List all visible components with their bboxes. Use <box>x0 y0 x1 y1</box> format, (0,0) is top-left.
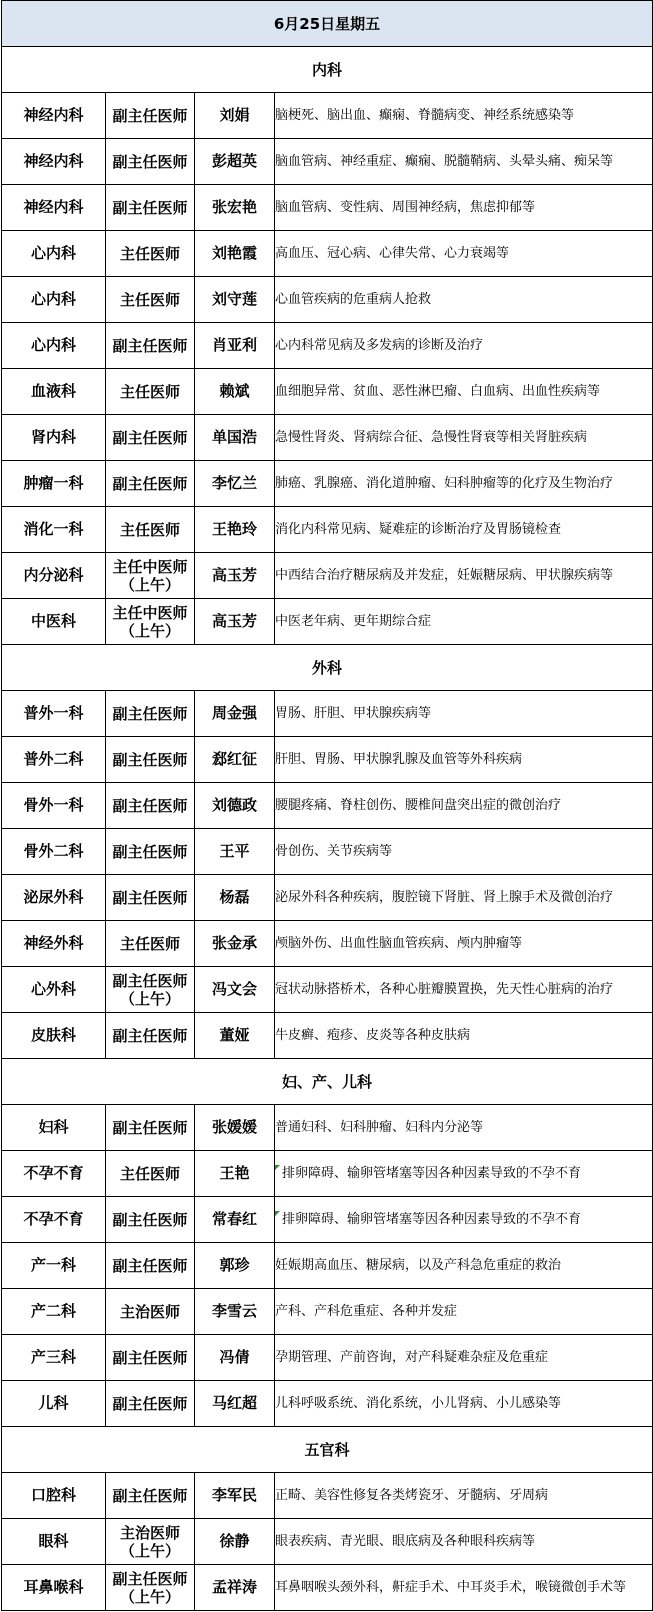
table-row <box>2 1335 653 1381</box>
doctor-name-cell: 李军民 <box>195 1473 275 1519</box>
table-row <box>2 1381 653 1427</box>
table-row <box>2 1151 653 1197</box>
specialty-text: 胃肠、肝胆、甲状腺疾病等 <box>275 706 432 721</box>
table-row <box>2 231 653 277</box>
session-note: （上午） <box>119 575 180 594</box>
table-row <box>2 737 653 783</box>
specialty-text: 消化内科常见病、疑难症的诊断治疗及胃肠镜检查 <box>275 522 562 537</box>
department-cell: 神经外科 <box>2 921 106 967</box>
specialty-text: 肺癌、乳腺癌、消化道肿瘤、妇科肿瘤等的化疗及生物治疗 <box>275 476 614 491</box>
table-row <box>2 277 653 323</box>
doctor-name-cell: 徐静 <box>195 1519 275 1565</box>
rank-label: 主治医师 <box>119 1302 180 1321</box>
rank-cell <box>106 921 195 967</box>
specialty-text: 血细胞异常、贫血、恶性淋巴瘤、白血病、出血性疾病等 <box>275 384 601 399</box>
doctor-name-cell: 刘娟 <box>195 93 275 139</box>
rank-label: 副主任医师 <box>112 750 188 769</box>
specialty-cell <box>275 93 653 139</box>
doctor-name-cell: 高玉芳 <box>195 599 275 645</box>
rank-label: 副主任医师 <box>112 1256 188 1275</box>
section-header-row <box>2 47 653 93</box>
department-cell: 妇科 <box>2 1105 106 1151</box>
specialty-cell <box>275 415 653 461</box>
specialty-cell <box>275 783 653 829</box>
specialty-cell <box>275 1013 653 1059</box>
specialty-cell <box>275 599 653 645</box>
doctor-name-cell: 孟祥涛 <box>195 1565 275 1611</box>
department-cell: 骨外二科 <box>2 829 106 875</box>
doctor-name-cell: 单国浩 <box>195 415 275 461</box>
specialty-cell <box>275 1473 653 1519</box>
doctor-name-cell: 李雪云 <box>195 1289 275 1335</box>
rank-label: 主任医师 <box>119 934 180 953</box>
rank-cell <box>106 507 195 553</box>
doctor-name-cell: 王艳玲 <box>195 507 275 553</box>
doctor-name-cell: 赖斌 <box>195 369 275 415</box>
rank-cell <box>106 829 195 875</box>
specialty-cell <box>275 1519 653 1565</box>
specialty-cell <box>275 875 653 921</box>
doctor-name-cell: 李忆兰 <box>195 461 275 507</box>
rank-label: 副主任医师 <box>112 428 188 447</box>
rank-label: 副主任医师 <box>112 971 188 990</box>
specialty-text: 眼表疾病、青光眼、眼底病及各种眼科疾病等 <box>275 1534 536 1549</box>
rank-label: 副主任医师 <box>112 1486 188 1505</box>
table-row <box>2 139 653 185</box>
specialty-text: 骨创伤、关节疾病等 <box>275 844 393 859</box>
rank-cell <box>106 1473 195 1519</box>
specialty-text: 心血管疾病的危重病人抢救 <box>275 292 432 307</box>
rank-label: 副主任医师 <box>112 796 188 815</box>
doctor-name-cell: 马红超 <box>195 1381 275 1427</box>
table-row <box>2 461 653 507</box>
specialty-cell <box>275 369 653 415</box>
department-cell: 儿科 <box>2 1381 106 1427</box>
rank-cell <box>106 967 195 1013</box>
department-cell: 内分泌科 <box>2 553 106 599</box>
specialty-text: 排卵障碍、输卵管堵塞等因各种因素导致的不孕不育 <box>282 1166 582 1181</box>
specialty-cell <box>275 1565 653 1611</box>
specialty-text: 脑血管病、变性病、周围神经病，焦虑抑郁等 <box>275 200 536 215</box>
rank-label: 副主任医师 <box>112 1026 188 1045</box>
doctor-name-cell: 郭珍 <box>195 1243 275 1289</box>
specialty-cell <box>275 737 653 783</box>
doctor-name-cell: 高玉芳 <box>195 553 275 599</box>
section-title: 妇、产、儿科 <box>2 1059 653 1105</box>
table-row <box>2 875 653 921</box>
section-title: 外科 <box>2 645 653 691</box>
specialty-text: 脑梗死、脑出血、癫痫、脊髓病变、神经系统感染等 <box>275 108 575 123</box>
specialty-cell <box>275 1105 653 1151</box>
specialty-cell <box>275 1197 653 1243</box>
rank-cell <box>106 1013 195 1059</box>
department-cell: 肾内科 <box>2 415 106 461</box>
section-title: 内科 <box>2 47 653 93</box>
rank-label: 主任中医师 <box>112 603 188 622</box>
rank-cell <box>106 1381 195 1427</box>
department-cell: 耳鼻喉科 <box>2 1565 106 1611</box>
specialty-text: 冠状动脉搭桥术，各种心脏瓣膜置换，先天性心脏病的治疗 <box>275 982 614 997</box>
rank-label: 主任中医师 <box>112 557 188 576</box>
table-row <box>2 1289 653 1335</box>
specialty-cell <box>275 139 653 185</box>
title-row <box>2 1 653 47</box>
specialty-text: 普通妇科、妇科肿瘤、妇科内分泌等 <box>275 1120 484 1135</box>
table-row <box>2 921 653 967</box>
rank-label: 主任医师 <box>119 520 180 539</box>
table-row <box>2 1197 653 1243</box>
specialty-text: 腰腿疼痛、脊柱创伤、腰椎间盘突出症的微创治疗 <box>275 798 562 813</box>
rank-cell <box>106 277 195 323</box>
specialty-text: 肝胆、胃肠、甲状腺乳腺及血管等外科疾病 <box>275 752 523 767</box>
specialty-text: 中医老年病、更年期综合症 <box>275 614 432 629</box>
rank-cell <box>106 691 195 737</box>
table-row <box>2 369 653 415</box>
doctor-name-cell: 郄红征 <box>195 737 275 783</box>
cell-comment-marker-icon <box>275 1211 280 1216</box>
cell-comment-marker-icon <box>275 1165 280 1170</box>
specialty-text: 正畸、美容性修复各类烤瓷牙、牙髓病、牙周病 <box>275 1488 549 1503</box>
rank-label: 副主任医师 <box>112 842 188 861</box>
department-cell: 心内科 <box>2 231 106 277</box>
rank-cell <box>106 231 195 277</box>
department-cell: 口腔科 <box>2 1473 106 1519</box>
rank-cell <box>106 553 195 599</box>
doctor-name-cell: 肖亚利 <box>195 323 275 369</box>
department-cell: 骨外一科 <box>2 783 106 829</box>
table-row <box>2 829 653 875</box>
specialty-text: 孕期管理、产前咨询，对产科疑难杂症及危重症 <box>275 1350 549 1365</box>
doctor-name-cell: 冯文会 <box>195 967 275 1013</box>
doctor-name-cell: 彭超英 <box>195 139 275 185</box>
doctor-name-cell: 张宏艳 <box>195 185 275 231</box>
doctor-name-cell: 冯倩 <box>195 1335 275 1381</box>
session-note: （上午） <box>119 1541 180 1560</box>
rank-label: 副主任医师 <box>112 474 188 493</box>
rank-cell <box>106 185 195 231</box>
rank-cell <box>106 93 195 139</box>
doctor-name-cell: 张金承 <box>195 921 275 967</box>
rank-label: 主任医师 <box>119 382 180 401</box>
specialty-text: 泌尿外科各种疾病，腹腔镜下肾脏、肾上腺手术及微创治疗 <box>275 890 614 905</box>
rank-cell <box>106 139 195 185</box>
table-row <box>2 691 653 737</box>
specialty-cell <box>275 277 653 323</box>
rank-cell <box>106 1565 195 1611</box>
specialty-cell <box>275 231 653 277</box>
table-row <box>2 1243 653 1289</box>
table-row <box>2 1105 653 1151</box>
rank-cell <box>106 1243 195 1289</box>
doctor-name-cell: 董娅 <box>195 1013 275 1059</box>
table-row <box>2 553 653 599</box>
doctor-name-cell: 王艳 <box>195 1151 275 1197</box>
rank-label: 副主任医师 <box>112 1118 188 1137</box>
table-row <box>2 185 653 231</box>
schedule-table <box>1 0 653 1611</box>
specialty-cell <box>275 967 653 1013</box>
specialty-cell <box>275 553 653 599</box>
department-cell: 中医科 <box>2 599 106 645</box>
specialty-cell <box>275 323 653 369</box>
rank-cell <box>106 461 195 507</box>
doctor-name-cell: 王平 <box>195 829 275 875</box>
rank-cell <box>106 1197 195 1243</box>
doctor-name-cell: 杨磊 <box>195 875 275 921</box>
rank-label: 主任医师 <box>119 290 180 309</box>
department-cell: 神经内科 <box>2 185 106 231</box>
department-cell: 眼科 <box>2 1519 106 1565</box>
department-cell: 产二科 <box>2 1289 106 1335</box>
section-title: 五官科 <box>2 1427 653 1473</box>
specialty-cell <box>275 507 653 553</box>
department-cell: 肿瘤一科 <box>2 461 106 507</box>
table-row <box>2 415 653 461</box>
specialty-cell <box>275 1243 653 1289</box>
specialty-text: 颅脑外伤、出血性脑血管疾病、颅内肿瘤等 <box>275 936 523 951</box>
department-cell: 消化一科 <box>2 507 106 553</box>
specialty-cell <box>275 921 653 967</box>
department-cell: 产一科 <box>2 1243 106 1289</box>
rank-label: 副主任医师 <box>112 1348 188 1367</box>
doctor-name-cell: 刘艳霞 <box>195 231 275 277</box>
rank-label: 副主任医师 <box>112 1210 188 1229</box>
department-cell: 血液科 <box>2 369 106 415</box>
rank-cell <box>106 323 195 369</box>
doctor-name-cell: 刘德政 <box>195 783 275 829</box>
rank-cell <box>106 1335 195 1381</box>
specialty-cell <box>275 1381 653 1427</box>
doctor-name-cell: 常春红 <box>195 1197 275 1243</box>
specialty-cell <box>275 1335 653 1381</box>
specialty-text: 妊娠期高血压、糖尿病，以及产科急危重症的救治 <box>275 1258 562 1273</box>
rank-label: 副主任医师 <box>112 888 188 907</box>
section-header-row <box>2 645 653 691</box>
table-row <box>2 1565 653 1611</box>
rank-cell <box>106 369 195 415</box>
session-note: （上午） <box>119 989 180 1008</box>
specialty-cell <box>275 185 653 231</box>
specialty-text: 耳鼻咽喉头颈外科，鼾症手术、中耳炎手术，喉镜微创手术等 <box>275 1580 627 1595</box>
specialty-text: 中西结合治疗糖尿病及并发症，妊娠糖尿病、甲状腺疾病等 <box>275 568 614 583</box>
specialty-cell <box>275 829 653 875</box>
department-cell: 不孕不育 <box>2 1151 106 1197</box>
department-cell: 产三科 <box>2 1335 106 1381</box>
specialty-text: 高血压、冠心病、心律失常、心力衰竭等 <box>275 246 510 261</box>
rank-cell <box>106 1105 195 1151</box>
session-note: （上午） <box>119 621 180 640</box>
table-row <box>2 599 653 645</box>
rank-label: 副主任医师 <box>112 704 188 723</box>
department-cell: 不孕不育 <box>2 1197 106 1243</box>
rank-label: 主治医师 <box>119 1523 180 1542</box>
department-cell: 神经内科 <box>2 139 106 185</box>
table-row <box>2 1519 653 1565</box>
specialty-cell <box>275 461 653 507</box>
table-row <box>2 93 653 139</box>
specialty-cell <box>275 1151 653 1197</box>
rank-label: 副主任医师 <box>112 152 188 171</box>
department-cell: 心外科 <box>2 967 106 1013</box>
department-cell: 皮肤科 <box>2 1013 106 1059</box>
table-row <box>2 507 653 553</box>
rank-cell <box>106 783 195 829</box>
specialty-text: 脑血管病、神经重症、癫痫、脱髓鞘病、头晕头痛、痴呆等 <box>275 154 614 169</box>
table-row <box>2 967 653 1013</box>
rank-cell <box>106 1151 195 1197</box>
department-cell: 心内科 <box>2 323 106 369</box>
department-cell: 神经内科 <box>2 93 106 139</box>
rank-cell <box>106 875 195 921</box>
table-row <box>2 783 653 829</box>
specialty-text: 急慢性肾炎、肾病综合征、急慢性肾衰等相关肾脏疾病 <box>275 430 588 445</box>
rank-cell <box>106 737 195 783</box>
rank-label: 副主任医师 <box>112 198 188 217</box>
rank-cell <box>106 599 195 645</box>
rank-cell <box>106 1289 195 1335</box>
specialty-text: 儿科呼吸系统、消化系统，小儿肾病、小儿感染等 <box>275 1396 562 1411</box>
specialty-cell <box>275 691 653 737</box>
rank-label: 主任医师 <box>119 1164 180 1183</box>
doctor-name-cell: 周金强 <box>195 691 275 737</box>
table-row <box>2 1473 653 1519</box>
department-cell: 心内科 <box>2 277 106 323</box>
table-row <box>2 323 653 369</box>
doctor-name-cell: 张媛媛 <box>195 1105 275 1151</box>
page-title: 6月25日星期五 <box>2 1 653 47</box>
rank-label: 副主任医师 <box>112 1394 188 1413</box>
specialty-cell <box>275 1289 653 1335</box>
schedule-body <box>2 1 653 1611</box>
rank-label: 副主任医师 <box>112 106 188 125</box>
specialty-text: 产科、产科危重症、各种并发症 <box>275 1304 458 1319</box>
rank-label: 主任医师 <box>119 244 180 263</box>
doctor-name-cell: 刘守莲 <box>195 277 275 323</box>
section-header-row <box>2 1059 653 1105</box>
table-row <box>2 1013 653 1059</box>
department-cell: 泌尿外科 <box>2 875 106 921</box>
specialty-text: 排卵障碍、输卵管堵塞等因各种因素导致的不孕不育 <box>282 1212 582 1227</box>
specialty-text: 心内科常见病及多发病的诊断及治疗 <box>275 338 484 353</box>
department-cell: 普外二科 <box>2 737 106 783</box>
rank-label: 副主任医师 <box>112 1569 188 1588</box>
session-note: （上午） <box>119 1587 180 1606</box>
section-header-row <box>2 1427 653 1473</box>
specialty-text: 牛皮癣、疱疹、皮炎等各种皮肤病 <box>275 1028 471 1043</box>
rank-label: 副主任医师 <box>112 336 188 355</box>
rank-cell <box>106 1519 195 1565</box>
rank-cell <box>106 415 195 461</box>
department-cell: 普外一科 <box>2 691 106 737</box>
